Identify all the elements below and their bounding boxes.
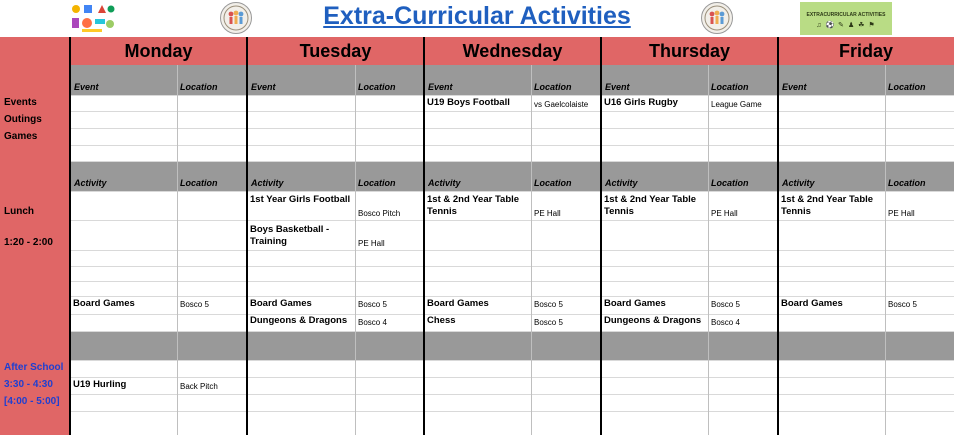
lunch-activity-cell: 1st & 2nd Year Table Tennis	[604, 194, 697, 217]
day-divider	[777, 37, 779, 435]
grid-line	[70, 128, 954, 129]
lunch-activity-cell: Board Games	[250, 298, 312, 309]
lunch-location-header: Location	[358, 178, 396, 188]
grid-line	[70, 331, 954, 332]
lunch-time-label: 1:20 - 2:00	[4, 237, 53, 248]
column-divider	[531, 65, 532, 435]
afterschool-activity-cell: U19 Hurling	[73, 379, 127, 390]
games-label: Games	[4, 131, 38, 142]
lunch-location-cell: PE Hall	[888, 209, 915, 218]
events-location-cell: vs Gaelcolaiste	[534, 100, 589, 109]
lunch-location-cell: Bosco 4	[711, 318, 740, 327]
grid-line	[70, 95, 954, 96]
lunch-activity-cell: 1st Year Girls Football	[250, 194, 351, 205]
grid-line	[70, 360, 954, 361]
lunch-location-cell: Bosco 5	[534, 318, 563, 327]
lunch-activity-cell: Dungeons & Dragons	[250, 315, 348, 326]
lunch-activity-cell: Board Games	[427, 298, 489, 309]
section-divider-band	[70, 331, 954, 360]
events-activity-cell: U19 Boys Football	[427, 97, 510, 108]
lunch-activity-cell: 1st & 2nd Year Table Tennis	[427, 194, 520, 217]
lunch-location-cell: Bosco 4	[358, 318, 387, 327]
grid-line	[70, 281, 954, 282]
events-location-cell: League Game	[711, 100, 762, 109]
lunch-column-header: Activity	[782, 178, 815, 188]
events-column-header: Event	[74, 82, 99, 92]
day-header-thursday: Thursday	[648, 41, 731, 61]
column-divider	[708, 65, 709, 435]
lunch-activity-cell: Board Games	[781, 298, 843, 309]
school-crest-logo	[220, 2, 252, 34]
grid-line	[70, 145, 954, 146]
lunch-activity-cell: Chess	[427, 315, 456, 326]
lunch-location-header: Location	[711, 178, 749, 188]
grid-line	[70, 394, 954, 395]
grid-line	[70, 220, 954, 221]
lunch-label: Lunch	[4, 206, 34, 217]
day-divider	[69, 37, 71, 435]
events-location-header: Location	[888, 82, 926, 92]
events-column-header: Event	[782, 82, 807, 92]
lunch-activity-cell: Board Games	[604, 298, 666, 309]
grid-line	[70, 111, 954, 112]
outings-label: Outings	[4, 114, 42, 125]
day-header-tuesday: Tuesday	[299, 41, 372, 61]
lunch-activity-cell: 1st & 2nd Year Table Tennis	[781, 194, 874, 217]
lunch-location-cell: PE Hall	[358, 239, 385, 248]
page-title: Extra-Curricular Activities	[323, 2, 631, 30]
lunch-location-header: Location	[888, 178, 926, 188]
extracurricular-banner-logo: EXTRACURRICULAR ACTIVITIES ♫ ⚽ ✎ ♟ ☘ ⚑	[800, 2, 892, 35]
lunch-location-header: Location	[180, 178, 218, 188]
events-location-header: Location	[180, 82, 218, 92]
grid-line	[70, 250, 954, 251]
column-divider	[885, 65, 886, 435]
day-header-friday: Friday	[838, 41, 894, 61]
afterschool-location-cell: Back Pitch	[180, 382, 218, 391]
events-column-header: Event	[428, 82, 453, 92]
lunch-column-header: Activity	[605, 178, 638, 188]
grid-line	[70, 411, 954, 412]
lunch-activity-cell: Dungeons & Dragons	[604, 315, 702, 326]
grid-line	[70, 191, 954, 192]
activities-icons-logo	[68, 2, 116, 34]
after-school-time-label: 3:30 - 4:30	[4, 379, 53, 390]
events-activity-cell: U16 Girls Rugby	[604, 97, 678, 108]
events-location-header: Location	[534, 82, 572, 92]
lunch-location-cell: Bosco 5	[888, 300, 917, 309]
after-school-label: After School	[4, 362, 64, 373]
school-crest-logo	[701, 2, 733, 34]
day-divider	[600, 37, 602, 435]
lunch-activity-cell: Board Games	[73, 298, 135, 309]
grid-line	[70, 296, 954, 297]
lunch-column-header: Activity	[74, 178, 107, 188]
column-divider	[355, 65, 356, 435]
column-divider	[177, 65, 178, 435]
events-location-header: Location	[711, 82, 749, 92]
grid-line	[70, 377, 954, 378]
events-column-header: Event	[605, 82, 630, 92]
after-school-alt-time-label: [4:00 - 5:00]	[4, 396, 60, 407]
lunch-location-header: Location	[534, 178, 572, 188]
events-location-header: Location	[358, 82, 396, 92]
lunch-location-cell: Bosco 5	[711, 300, 740, 309]
lunch-location-cell: PE Hall	[534, 209, 561, 218]
lunch-location-cell: Bosco Pitch	[358, 209, 401, 218]
day-divider	[423, 37, 425, 435]
events-column-header: Event	[251, 82, 276, 92]
events-label: Events	[4, 97, 37, 108]
lunch-activity-cell: Boys Basketball - Training	[250, 224, 330, 247]
lunch-location-cell: Bosco 5	[534, 300, 563, 309]
day-header-wednesday: Wednesday	[462, 41, 563, 61]
lunch-location-cell: Bosco 5	[180, 300, 209, 309]
lunch-location-cell: PE Hall	[711, 209, 738, 218]
grid-line	[70, 161, 954, 162]
day-divider	[246, 37, 248, 435]
day-header-monday: Monday	[124, 41, 193, 61]
lunch-column-header: Activity	[251, 178, 284, 188]
grid-line	[70, 266, 954, 267]
lunch-location-cell: Bosco 5	[358, 300, 387, 309]
lunch-column-header: Activity	[428, 178, 461, 188]
